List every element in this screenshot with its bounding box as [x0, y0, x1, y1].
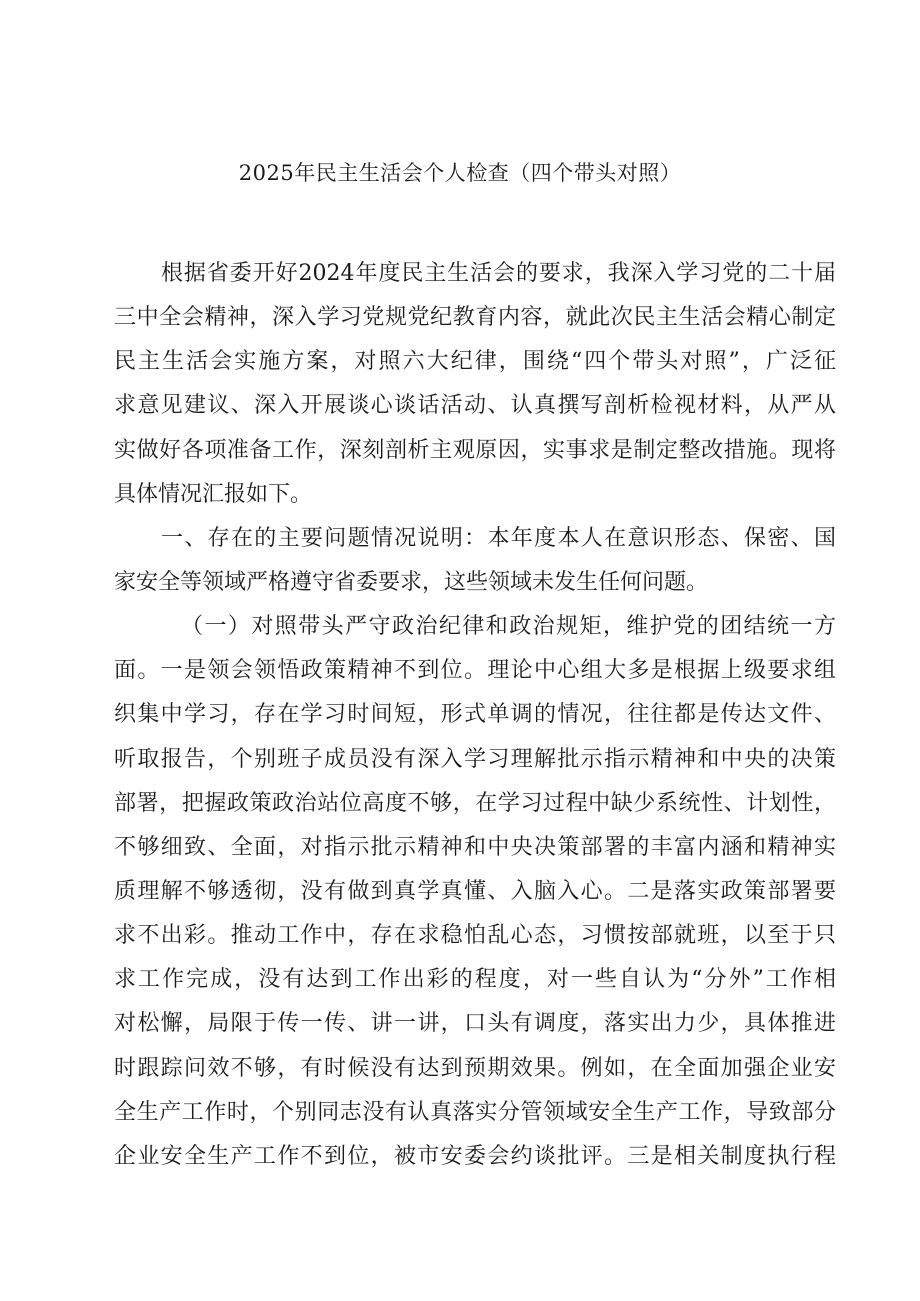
paragraph-line: 求不出彩。推动工作中，存在求稳怕乱心态，习惯按部就班，以至于只: [114, 923, 836, 949]
document-title: 2025年民主生活会个人检查（四个带头对照）: [238, 161, 682, 185]
paragraph-line: 一、存在的主要问题情况说明：本年度本人在意识形态、保密、国: [161, 525, 836, 551]
paragraph-line: 实做好各项准备工作，深刻剖析主观原因，实事求是制定整改措施。现将: [114, 437, 836, 463]
paragraph-line: 三中全会精神，深入学习党规党纪教育内容，就此次民主生活会精心制定: [114, 305, 836, 331]
paragraph-line: 时跟踪问效不够，有时候没有达到预期效果。例如，在全面加强企业安: [114, 1055, 836, 1081]
paragraph-line: 部署，把握政策政治站位高度不够，在学习过程中缺少系统性、计划性，: [114, 790, 836, 816]
paragraph-line: 全生产工作时，个别同志没有认真落实分管领域安全生产工作，导致部分: [114, 1099, 836, 1125]
paragraph-line: 不够细致、全面，对指示批示精神和中央决策部署的丰富内涵和精神实: [114, 834, 836, 860]
paragraph-line: 具体情况汇报如下。: [114, 481, 313, 507]
paragraph-line: 面。一是领会领悟政策精神不到位。理论中心组大多是根据上级要求组: [114, 658, 836, 684]
paragraph-line: 听取报告，个别班子成员没有深入学习理解批示指示精神和中央的决策: [114, 746, 836, 772]
paragraph-line: 质理解不够透彻，没有做到真学真懂、入脑入心。二是落实政策部署要: [114, 878, 836, 904]
document-body: [114, 252, 836, 1179]
paragraph-line: 民主生活会实施方案，对照六大纪律，围绕“四个带头对照”，广泛征: [114, 349, 836, 375]
paragraph-line: 求意见建议、深入开展谈心谈话活动、认真撰写剖析检视材料，从严从: [114, 393, 836, 419]
paragraph-line: 织集中学习，存在学习时间短，形式单调的情况，往往都是传达文件、: [114, 702, 836, 728]
paragraph-line: 企业安全生产工作不到位，被市安委会约谈批评。三是相关制度执行程: [114, 1143, 836, 1169]
paragraph-line: 根据省委开好2024年度民主生活会的要求，我深入学习党的二十届: [161, 261, 836, 286]
paragraph-line: 对松懈，局限于传一传、讲一讲，口头有调度，落实出力少，具体推进: [114, 1011, 836, 1037]
paragraph-line: 求工作完成，没有达到工作出彩的程度，对一些自认为“分外”工作相: [114, 967, 836, 993]
paragraph-line: 家安全等领域严格遵守省委要求，这些领域未发生任何问题。: [114, 569, 709, 595]
paragraph-line: （一）对照带头严守政治纪律和政治规矩，维护党的团结统一方: [181, 614, 836, 640]
